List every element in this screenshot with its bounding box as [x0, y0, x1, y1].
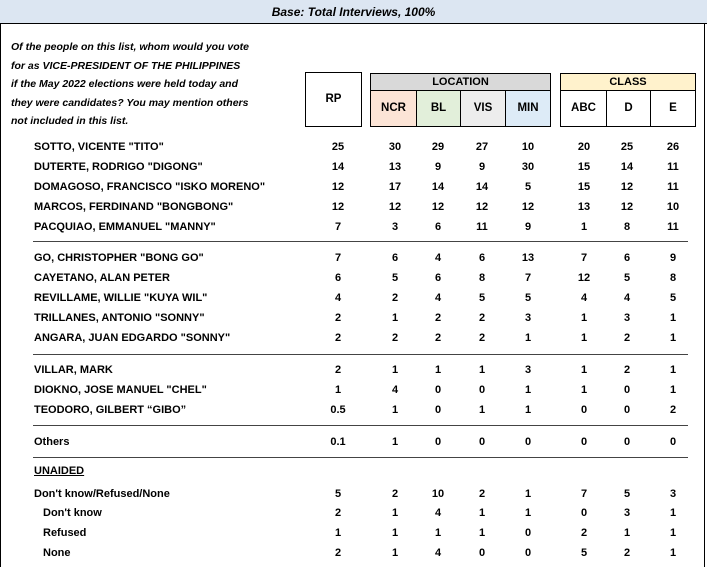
cell-min: 13	[521, 252, 535, 264]
cell-min: 3	[524, 364, 532, 376]
cell-vis: 1	[478, 527, 486, 539]
cell-rp: 14	[331, 161, 345, 173]
cell-e: 1	[669, 332, 677, 344]
cell-d: 3	[623, 312, 631, 324]
cell-bl: 6	[434, 272, 442, 284]
row-label: VILLAR, MARK	[34, 364, 113, 376]
cell-ncr: 13	[388, 161, 402, 173]
cell-min: 1	[524, 332, 532, 344]
table-row	[0, 400, 707, 420]
cell-d: 1	[623, 527, 631, 539]
cell-abc: 0	[580, 404, 588, 416]
row-label: Refused	[43, 527, 87, 539]
cell-ncr: 1	[391, 547, 399, 559]
cell-d: 6	[623, 252, 631, 264]
group-header-class: CLASS	[560, 73, 696, 90]
cell-min: 30	[521, 161, 535, 173]
row-label: None	[43, 547, 71, 559]
cell-abc: 20	[577, 141, 591, 153]
cell-vis: 1	[478, 364, 486, 376]
cell-d: 3	[623, 507, 631, 519]
row-label: REVILLAME, WILLIE "KUYA WIL"	[34, 292, 208, 304]
row-label: SOTTO, VICENTE "TITO"	[34, 141, 164, 153]
table-row	[0, 380, 707, 400]
cell-bl: 12	[431, 201, 445, 213]
cell-vis: 5	[478, 292, 486, 304]
row-separator	[33, 425, 688, 426]
cell-bl: 4	[434, 507, 442, 519]
cell-ncr: 3	[391, 221, 399, 233]
cell-d: 0	[623, 404, 631, 416]
table-row	[0, 137, 707, 157]
cell-d: 14	[620, 161, 634, 173]
cell-vis: 2	[478, 332, 486, 344]
cell-e: 5	[669, 292, 677, 304]
cell-abc: 1	[580, 221, 588, 233]
cell-abc: 15	[577, 181, 591, 193]
table-row	[0, 308, 707, 328]
cell-d: 4	[623, 292, 631, 304]
cell-e: 10	[666, 201, 680, 213]
cell-vis: 1	[478, 404, 486, 416]
cell-abc: 1	[580, 312, 588, 324]
cell-bl: 6	[434, 221, 442, 233]
row-label: DUTERTE, RODRIGO "DIGONG"	[34, 161, 203, 173]
cell-rp: 25	[331, 141, 345, 153]
cell-ncr: 5	[391, 272, 399, 284]
cell-abc: 1	[580, 364, 588, 376]
cell-abc: 5	[580, 547, 588, 559]
cell-min: 7	[524, 272, 532, 284]
cell-ncr: 1	[391, 436, 399, 448]
cell-bl: 0	[434, 436, 442, 448]
row-label: DIOKNO, JOSE MANUEL "CHEL"	[34, 384, 207, 396]
cell-min: 0	[524, 547, 532, 559]
cell-vis: 0	[478, 384, 486, 396]
table-row	[0, 177, 707, 197]
cell-rp: 2	[334, 547, 342, 559]
row-label: PACQUIAO, EMMANUEL "MANNY"	[34, 221, 216, 233]
question-line: Of the people on this list, whom would you vote	[11, 41, 250, 53]
table-row	[0, 523, 707, 543]
column-header-bl: BL	[416, 90, 461, 127]
cell-e: 1	[669, 384, 677, 396]
cell-ncr: 1	[391, 404, 399, 416]
column-header-vis: VIS	[460, 90, 506, 127]
cell-abc: 12	[577, 272, 591, 284]
cell-d: 12	[620, 181, 634, 193]
cell-vis: 1	[478, 507, 486, 519]
cell-ncr: 1	[391, 507, 399, 519]
cell-rp: 2	[334, 364, 342, 376]
cell-rp: 2	[334, 507, 342, 519]
cell-d: 25	[620, 141, 634, 153]
cell-ncr: 2	[391, 332, 399, 344]
cell-rp: 5	[334, 488, 342, 500]
cell-e: 1	[669, 364, 677, 376]
unaided-heading: UNAIDED	[34, 465, 85, 477]
row-label: TRILLANES, ANTONIO "SONNY"	[34, 312, 205, 324]
cell-e: 3	[669, 488, 677, 500]
cell-e: 0	[669, 436, 677, 448]
cell-ncr: 6	[391, 252, 399, 264]
row-label: TEODORO, GILBERT “GIBO”	[34, 404, 187, 416]
table-row	[0, 288, 707, 308]
cell-rp: 0.5	[330, 404, 346, 416]
cell-min: 5	[524, 181, 532, 193]
cell-e: 2	[669, 404, 677, 416]
column-header-abc: ABC	[560, 90, 607, 127]
cell-vis: 27	[475, 141, 489, 153]
cell-e: 1	[669, 507, 677, 519]
cell-e: 11	[667, 221, 679, 233]
cell-vis: 11	[476, 221, 488, 233]
cell-abc: 13	[577, 201, 591, 213]
cell-ncr: 30	[388, 141, 402, 153]
table-row	[0, 268, 707, 288]
table-row	[0, 484, 707, 504]
cell-vis: 8	[478, 272, 486, 284]
table-row	[0, 248, 707, 268]
cell-min: 10	[521, 141, 535, 153]
row-separator	[33, 354, 688, 355]
cell-vis: 2	[478, 488, 486, 500]
question-line: if the May 2022 elections were held today and	[11, 78, 238, 91]
row-separator	[33, 457, 688, 458]
table-row	[0, 432, 707, 452]
cell-d: 5	[623, 488, 631, 500]
cell-abc: 1	[580, 332, 588, 344]
table-row	[0, 217, 707, 237]
cell-min: 1	[524, 488, 532, 500]
cell-vis: 2	[478, 312, 486, 324]
cell-abc: 4	[580, 292, 588, 304]
cell-ncr: 1	[391, 527, 399, 539]
row-label: Don't know	[43, 507, 102, 519]
cell-d: 8	[623, 221, 631, 233]
column-header-ncr: NCR	[370, 90, 417, 127]
cell-rp: 0.1	[330, 436, 346, 448]
cell-abc: 0	[580, 507, 588, 519]
cell-bl: 4	[434, 547, 442, 559]
table-row	[0, 360, 707, 380]
cell-d: 12	[620, 201, 634, 213]
column-header-d: D	[606, 90, 651, 127]
cell-vis: 9	[478, 161, 486, 173]
cell-ncr: 1	[391, 364, 399, 376]
cell-ncr: 2	[391, 488, 399, 500]
cell-d: 2	[623, 547, 631, 559]
question-text	[11, 38, 281, 131]
cell-rp: 12	[331, 181, 345, 193]
cell-rp: 7	[334, 252, 342, 264]
cell-vis: 0	[478, 547, 486, 559]
cell-bl: 10	[431, 488, 445, 500]
cell-e: 1	[669, 527, 677, 539]
cell-rp: 1	[334, 384, 342, 396]
cell-abc: 0	[580, 436, 588, 448]
cell-bl: 14	[431, 181, 445, 193]
question-line: not included in this list.	[11, 115, 129, 128]
cell-min: 12	[521, 201, 535, 213]
cell-rp: 7	[334, 221, 342, 233]
cell-ncr: 1	[391, 312, 399, 324]
cell-min: 3	[524, 312, 532, 324]
cell-bl: 9	[434, 161, 442, 173]
row-label: GO, CHRISTOPHER "BONG GO"	[34, 252, 204, 264]
row-label: Don't know/Refused/None	[34, 488, 170, 500]
cell-abc: 2	[580, 527, 588, 539]
cell-ncr: 4	[391, 384, 399, 396]
group-header-location: LOCATION	[370, 73, 551, 90]
cell-min: 0	[524, 527, 532, 539]
cell-d: 0	[623, 384, 631, 396]
cell-bl: 29	[431, 141, 445, 153]
cell-bl: 2	[434, 312, 442, 324]
cell-e: 11	[667, 181, 679, 193]
cell-min: 0	[524, 436, 532, 448]
cell-bl: 0	[434, 384, 442, 396]
table-row	[0, 503, 707, 523]
row-separator	[33, 241, 688, 242]
cell-d: 5	[623, 272, 631, 284]
cell-bl: 1	[434, 527, 442, 539]
cell-d: 0	[623, 436, 631, 448]
cell-rp: 12	[331, 201, 345, 213]
cell-rp: 2	[334, 312, 342, 324]
cell-e: 11	[667, 161, 679, 173]
cell-bl: 4	[434, 252, 442, 264]
cell-e: 8	[669, 272, 677, 284]
base-label: Base: Total Interviews, 100%	[0, 0, 707, 24]
cell-e: 1	[669, 312, 677, 324]
cell-rp: 6	[334, 272, 342, 284]
cell-rp: 1	[334, 527, 342, 539]
cell-vis: 0	[478, 436, 486, 448]
cell-bl: 0	[434, 404, 442, 416]
cell-vis: 14	[475, 181, 489, 193]
cell-rp: 2	[334, 332, 342, 344]
table-row	[0, 157, 707, 177]
row-label: ANGARA, JUAN EDGARDO "SONNY"	[34, 332, 231, 344]
cell-ncr: 2	[391, 292, 399, 304]
cell-min: 1	[524, 404, 532, 416]
cell-d: 2	[623, 332, 631, 344]
cell-e: 26	[666, 141, 680, 153]
table-row	[0, 197, 707, 217]
question-line: they were candidates? You may mention others	[11, 96, 249, 109]
cell-abc: 7	[580, 488, 588, 500]
cell-bl: 1	[434, 364, 442, 376]
cell-min: 1	[524, 384, 532, 396]
cell-bl: 2	[434, 332, 442, 344]
table-row	[0, 328, 707, 348]
row-label: DOMAGOSO, FRANCISCO "ISKO MORENO"	[34, 181, 266, 193]
table-row	[0, 543, 707, 563]
column-header-min: MIN	[505, 90, 551, 127]
row-label: Others	[34, 436, 70, 448]
cell-rp: 4	[334, 292, 342, 304]
cell-abc: 1	[580, 384, 588, 396]
row-label: MARCOS, FERDINAND "BONGBONG"	[34, 201, 234, 213]
cell-min: 5	[524, 292, 532, 304]
cell-vis: 6	[478, 252, 486, 264]
cell-e: 9	[669, 252, 677, 264]
column-header-e: E	[650, 90, 696, 127]
column-header-rp: RP	[305, 72, 362, 127]
cell-ncr: 17	[388, 181, 402, 193]
cell-vis: 12	[475, 201, 489, 213]
cell-min: 9	[524, 221, 532, 233]
cell-e: 1	[669, 547, 677, 559]
question-line: for as VICE-PRESIDENT OF THE PHILIPPINES	[11, 59, 241, 72]
cell-bl: 4	[434, 292, 442, 304]
row-label: CAYETANO, ALAN PETER	[34, 272, 170, 284]
cell-abc: 15	[577, 161, 591, 173]
cell-abc: 7	[580, 252, 588, 264]
cell-d: 2	[623, 364, 631, 376]
cell-ncr: 12	[388, 201, 402, 213]
cell-min: 1	[524, 507, 532, 519]
